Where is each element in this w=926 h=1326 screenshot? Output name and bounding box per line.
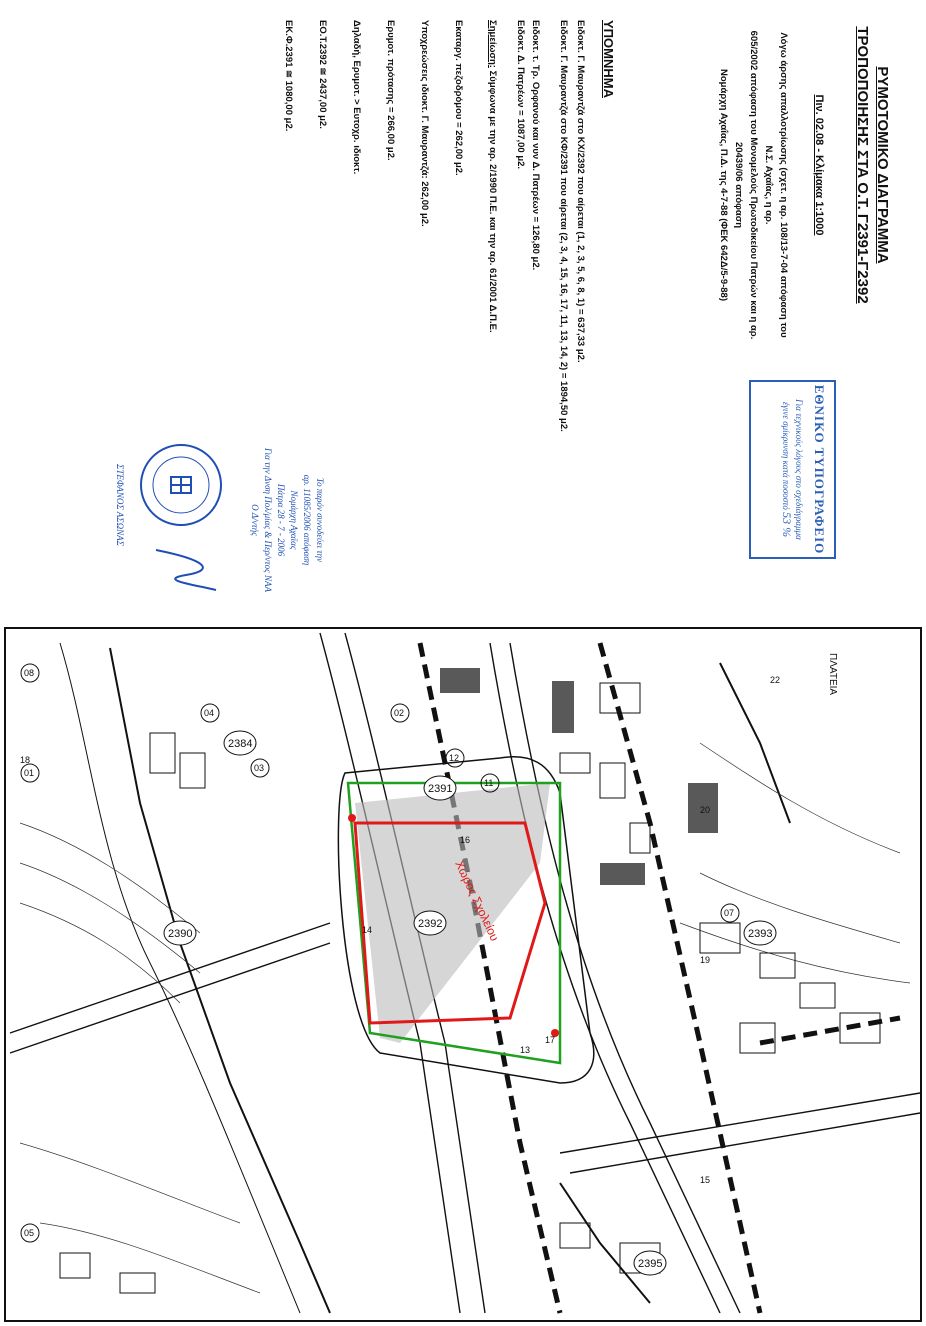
svg-text:01: 01 [24, 768, 35, 778]
svg-text:07: 07 [724, 908, 735, 918]
svg-text:11: 11 [484, 778, 494, 788]
svg-text:18: 18 [20, 755, 31, 765]
svg-text:12: 12 [449, 753, 460, 763]
stamp-line1: Για τεχνικούς λόγους στο σχεδιάγραμμα [794, 399, 804, 540]
svg-text:13: 13 [520, 1045, 531, 1055]
svg-text:19: 19 [700, 955, 711, 965]
legend-item: Υποχρεώσεις ιδιοκτ. Γ. Μαυραντζά: 262,00 μ2. [419, 20, 430, 227]
legend-note-text: Σύμφωνα με την αρ. 2/1990 Π.Ε. και την αρ. 61/2001 Δ.Π.Ε. [487, 70, 498, 333]
legend-item: Ερυμοτ. πρότασης = 266,00 μ2. [385, 20, 396, 161]
legend-item: Ειδοκτ. Γ. Μαυραντζά στο ΚΦ/2391 που αίρεται (2, 3, 4, 15, 16, 17, 11, 13, 14, 2) = 1894,50 μ2. [558, 20, 569, 432]
svg-text:08: 08 [24, 668, 35, 678]
stamp-line2: έγινε σμίκρυνση κατά ποσοστό [781, 401, 791, 510]
scale-text: Πιν. 02.08 - Κλίμακα 1:1000 [813, 94, 825, 236]
svg-text:22: 22 [770, 675, 781, 685]
block-label-2391: 2391 [428, 783, 453, 795]
legend-item: Ειδοκτ. τ. Τρ. Ορφανού και νυν Δ. Πατρέων = 126,80 μ2. [530, 20, 541, 271]
map-canvas [0, 623, 926, 1326]
svg-text:03: 03 [254, 763, 265, 773]
title-line2: ΤΡΟΠΟΠΟΙΗΣΗΣ ΣΤΑ Ο.Τ. Γ2391-Γ2392 [854, 26, 871, 304]
svg-text:16: 16 [460, 835, 471, 845]
cert-line6: Ο Δ/ντής [250, 504, 260, 536]
svg-text:17: 17 [545, 1035, 556, 1045]
legend-note [487, 20, 498, 333]
legend-item: ΕΚ.Φ.2391 ≅ 1080,00 μ2. [283, 20, 294, 132]
street-label: ΠΛΑΤΕΙΑ [827, 653, 838, 696]
block-label-2393: 2393 [748, 928, 773, 940]
cadastral-map [0, 623, 926, 1326]
signature-icon [146, 545, 226, 595]
cert-line5: Για την Δνση Πολ/μίας & Περ/ντος ΝΑΑ [263, 447, 273, 593]
legend-item: Δηλαδή, Ερυμοτ. > Ευτοχρ. ιδιοκτ. [351, 20, 362, 175]
stamp-percent: 53 % [780, 512, 794, 538]
block-label-2384: 2384 [228, 738, 253, 750]
cert-line4: Πάτρα 28 - 7 - 2006 [276, 483, 286, 557]
document-panel [0, 0, 926, 600]
reason-line3: Νομάρχη Αχαΐας, Π.Δ. της 4-7-88 (ΦΕΚ 642Δ/5-9-88) [718, 69, 729, 301]
legend-note-label: Σημείωση: [487, 20, 498, 68]
official-seal [136, 440, 226, 530]
stamp-heading: ΕΘΝΙΚΟ ΤΥΠΟΓΡΑΦΕΙΟ [812, 384, 827, 555]
legend-item: Ειδοκτ. Δ. Πατρέων = 1087,00 μ2. [515, 20, 526, 170]
legend-item: Εκαταργ. πεζοδρόμου = 262,00 μ2. [453, 20, 464, 176]
legend-item: Ειδοκτ. Γ. Μαυραντζά στο ΚΧ/2392 που αίρεται (1, 2, 3, 5, 6, 8, 1) = 637,33 μ2. [575, 20, 586, 363]
svg-text:04: 04 [204, 708, 215, 718]
legend-item: ΕΟ.Τ.2392 ≅ 2437,00 μ2. [317, 20, 328, 129]
signer-name: ΣΤΕΦΑΝΟΣ ΑΣΩΝΑΣ [115, 464, 125, 546]
legend-heading: ΥΠΟΜΝΗΜΑ [601, 20, 616, 98]
reason-text [716, 25, 791, 345]
certification-block [248, 445, 326, 595]
block-label-2390: 2390 [168, 928, 193, 940]
svg-text:14: 14 [362, 925, 373, 935]
svg-text:05: 05 [24, 1228, 35, 1238]
map-border [5, 628, 921, 1321]
svg-text:02: 02 [394, 708, 405, 718]
title-line1: ΡΥΜΟΤΟΜΙΚΟ ΔΙΑΓΡΑΜΜΑ [874, 66, 891, 264]
typography-stamp [749, 380, 836, 559]
svg-text:15: 15 [700, 1175, 711, 1185]
reason-line2: 605/2002 απόφαση του Μονομελούς Πρωτοδικείου Πατρών και η αρ. 20439/06 απόφαση [733, 30, 759, 340]
cert-line3: Νομάρχη Αχαΐας [289, 490, 299, 550]
red-marker-1 [348, 814, 356, 822]
cert-line1: Το παρόν συνοδεύει την [315, 477, 325, 563]
reason-line1: Λόγω άρσης απαλλοτρίωσης (σχετ. η αρ. 108/13-7-04 απόφαση του Ν.Σ. Αχαΐας, η αρ. [763, 32, 789, 338]
block-label-2392: 2392 [418, 918, 443, 930]
svg-text:20: 20 [700, 805, 711, 815]
cert-line2: αρ. 11085/2006 απόφαση [302, 474, 312, 566]
red-map-label: Χώρος Σχολείου [452, 858, 502, 944]
block-label-2395: 2395 [638, 1258, 663, 1270]
